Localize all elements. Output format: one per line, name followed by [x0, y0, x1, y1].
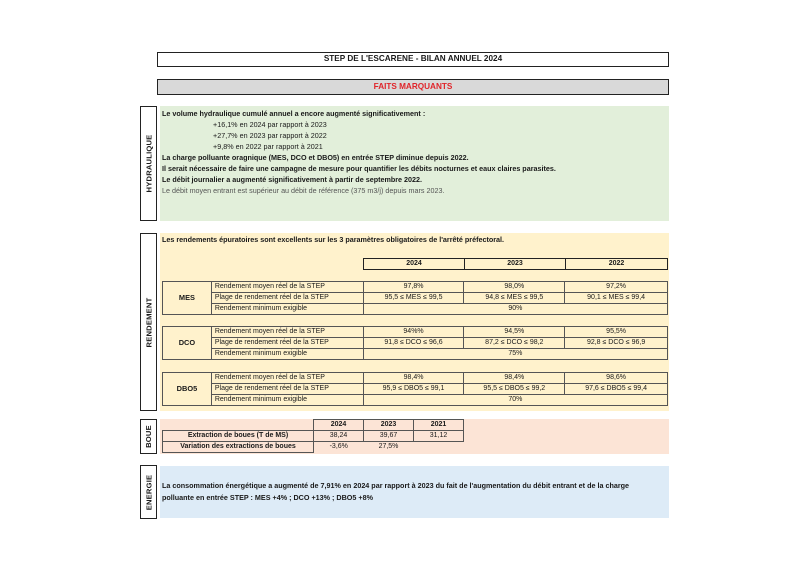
cell-value: 92,8 ≤ DCO ≤ 96,9 — [565, 338, 668, 349]
hydraulique-line-6: Il serait nécessaire de faire une campagne de mesure pour quantifier les débits nocturnes et eaux claires parasites. — [162, 164, 556, 173]
cell-value: 31,12 — [414, 431, 464, 442]
cell-value: 94%% — [363, 327, 464, 338]
hydraulique-line-2: +16,1% en 2024 par rapport à 2023 — [213, 120, 327, 129]
cell-value — [414, 442, 464, 453]
param-name: MES — [163, 282, 212, 315]
row-label: Rendement moyen réel de la STEP — [211, 282, 363, 293]
cell-value: 95,5% — [565, 327, 668, 338]
cell-value: 94,5% — [464, 327, 565, 338]
cell-value: 39,67 — [364, 431, 414, 442]
hydraulique-line-7: Le débit journalier a augmenté significativement à partir de septembre 2022. — [162, 175, 423, 184]
boue-year-header: 2024 — [314, 420, 364, 431]
param-name: DBO5 — [163, 373, 212, 406]
cell-value: 97,2% — [565, 282, 668, 293]
report-title: STEP DE L'ESCARENE - BILAN ANNUEL 2024 — [157, 52, 669, 67]
table-row — [163, 293, 668, 304]
rendement-year-header-2024: 2024 — [363, 258, 465, 270]
row-label: Rendement minimum exigible — [211, 395, 363, 406]
table-row — [163, 373, 668, 384]
table-row — [163, 384, 668, 395]
rendement-intro: Les rendements épuratoires sont excellents sur les 3 paramètres obligatoires de l'arrêté préfectoral. — [162, 235, 505, 244]
hydraulique-tab — [140, 106, 157, 221]
hydraulique-line-8: Le débit moyen entrant est supérieur au débit de référence (375 m3/j) depuis mars 2023. — [162, 186, 445, 195]
hydraulique-line-4: +9,8% en 2022 par rapport à 2021 — [213, 142, 323, 151]
param-name: DCO — [163, 327, 212, 360]
cell-value: 27,5% — [378, 443, 399, 451]
rendement-tab — [140, 233, 157, 411]
cell-value: 75% — [363, 349, 667, 360]
table-row — [163, 304, 668, 315]
cell-value: 91,8 ≤ DCO ≤ 96,6 — [363, 338, 464, 349]
cell-value: 95,5 ≤ DBO5 ≤ 99,2 — [464, 384, 565, 395]
hydraulique-panel — [160, 106, 669, 221]
cell-value: 98,4% — [464, 373, 565, 384]
cell-value: 94,8 ≤ MES ≤ 99,5 — [464, 293, 565, 304]
rendement-year-header-2022: 2022 — [565, 258, 668, 270]
row-label: Plage de rendement réel de la STEP — [211, 384, 363, 395]
boue-table — [162, 419, 464, 453]
table-row — [163, 282, 668, 293]
cell-value: 97,8% — [363, 282, 464, 293]
row-label: Rendement minimum exigible — [211, 349, 363, 360]
row-label: Rendement moyen réel de la STEP — [211, 327, 363, 338]
table-row — [163, 349, 668, 360]
cell-value: 90% — [363, 304, 667, 315]
cell-value: 98,6% — [565, 373, 668, 384]
dbo5-table — [162, 372, 668, 406]
energie-panel — [160, 466, 669, 518]
mes-table — [162, 281, 668, 315]
energie-line-2: polluante en entrée STEP : MES +4% ; DCO +13% ; DBO5 +8% — [162, 493, 373, 502]
energie-tab — [140, 465, 157, 519]
hydraulique-tab-label: HYDRAULIQUE — [144, 134, 154, 193]
cell-value: 95,5 ≤ MES ≤ 99,5 — [363, 293, 464, 304]
cell-value: 38,24 — [314, 431, 364, 442]
rendement-tab-label: RENDEMENT — [144, 297, 153, 347]
hydraulique-line-5: La charge polluante oragnique (MES, DCO et DBO5) en entrée STEP diminue depuis 2022. — [162, 153, 469, 162]
hydraulique-line-1: Le volume hydraulique cumulé annuel a encore augmenté significativement : — [162, 109, 426, 118]
boue-tab — [140, 419, 157, 454]
cell-value: 98,0% — [464, 282, 565, 293]
table-row — [163, 395, 668, 406]
row-label: Plage de rendement réel de la STEP — [211, 293, 363, 304]
cell-value: 95,9 ≤ DBO5 ≤ 99,1 — [363, 384, 464, 395]
table-row — [163, 420, 464, 431]
hydraulique-line-3: +27,7% en 2023 par rapport à 2022 — [213, 131, 327, 140]
boue-tab-label: BOUE — [144, 425, 153, 448]
row-label: Plage de rendement réel de la STEP — [211, 338, 363, 349]
cell-value: 98,4% — [363, 373, 464, 384]
cell-value: 90,1 ≤ MES ≤ 99,4 — [565, 293, 668, 304]
energie-line-1: La consommation énergétique a augmenté de 7,91% en 2024 par rapport à 2023 du fait de l'augmentation du débit entrant et de la charge — [162, 481, 630, 490]
cell-value: 87,2 ≤ DCO ≤ 98,2 — [464, 338, 565, 349]
table-row — [163, 442, 464, 453]
row-label: Rendement minimum exigible — [211, 304, 363, 315]
energie-tab-label: ENERGIE — [144, 474, 153, 510]
section-title-faits-marquants: FAITS MARQUANTS — [157, 79, 669, 95]
table-row — [163, 338, 668, 349]
cell-value: 97,6 ≤ DBO5 ≤ 99,4 — [565, 384, 668, 395]
rendement-year-header-2023: 2023 — [464, 258, 566, 270]
table-row — [163, 431, 464, 442]
row-label: Variation des extractions de boues — [163, 442, 314, 453]
dco-table — [162, 326, 668, 360]
row-label: Extraction de boues (T de MS) — [163, 431, 314, 442]
row-label: Rendement moyen réel de la STEP — [211, 373, 363, 384]
cell-value: -3,6% — [329, 443, 348, 451]
boue-year-header: 2021 — [414, 420, 464, 431]
boue-year-header: 2023 — [364, 420, 414, 431]
cell-value: 70% — [363, 395, 667, 406]
table-row — [163, 327, 668, 338]
